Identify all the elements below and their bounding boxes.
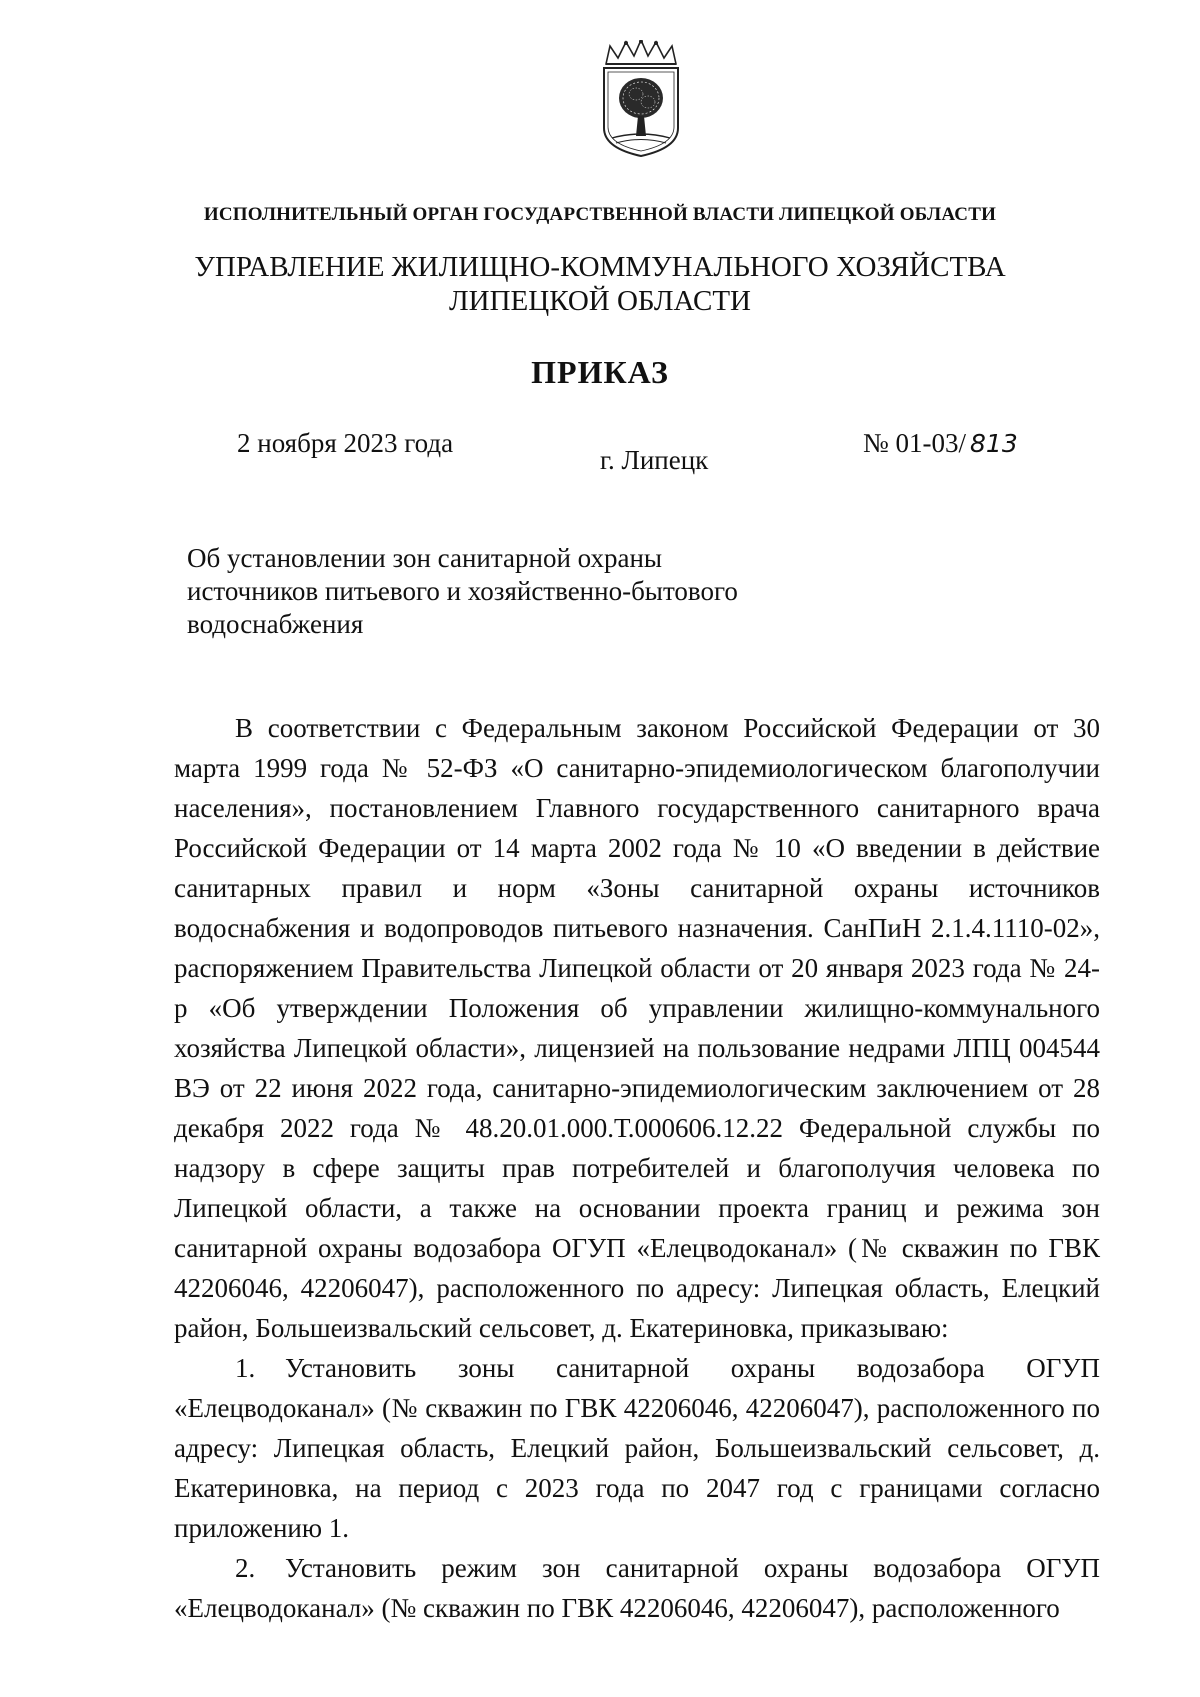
issuing-authority: ИСПОЛНИТЕЛЬНЫЙ ОРГАН ГОСУДАРСТВЕННОЙ ВЛАСТИ ЛИПЕЦКОЙ ОБЛАСТИ xyxy=(203,204,997,225)
document-type-title: ПРИКАЗ xyxy=(531,354,669,390)
order-item-number: 2. xyxy=(235,1553,256,1583)
order-item-text: Установить режим зон санитарной охраны водозабора ОГУП «Елецводоканал» (№ скважин по ГВК 42206046, 42206047), расположенного xyxy=(174,1553,1100,1623)
subject-line-1: Об установлении зон санитарной охраны xyxy=(187,543,663,573)
department-name-line-2: ЛИПЕЦКОЙ ОБЛАСТИ xyxy=(448,285,751,317)
department-name-line-1: УПРАВЛЕНИЕ ЖИЛИЩНО-КОММУНАЛЬНОГО ХОЗЯЙСТВА xyxy=(194,251,1006,283)
document-date: 2 ноября 2023 года xyxy=(237,428,454,458)
preamble-paragraph: В соответствии с Федеральным законом Российской Федерации от 30 марта 1999 года № 52-ФЗ «О санитарно-эпидемиологическом благополучии населения», постановлением Главного государственного санитарного врача Российской Федерации от 14 марта 2002 года № 10 «О введении в действие санитарных правил и норм «Зоны санитарной охраны источников водоснабжения и водопроводов питьевого назначения. СанПиН 2.1.4.1110-02», распоряжением Правительства Липецкой области от 20 января 2023 года № 24-р «Об утверждении Положения об управлении жилищно-коммунального хозяйства Липецкой области», лицензией на пользование недрами ЛПЦ 004544 ВЭ от 22 июня 2022 года, санитарно-эпидемиологическим заключением от 28 декабря 2022 года № 48.20.01.000.Т.000606.12.22 Федеральной службы по надзору в сфере защиты прав потребителей и благополучия человека по Липецкой области, а также на основании проекта границ и режима зон санитарной охраны водозабора ОГУП «Елецводоканал» (№ скважин по ГВК 42206046, 42206047), расположенного по адресу: Липецкая область, Елецкий район, Большеизвальский сельсовет, д. Екатериновка, приказываю: xyxy=(174,713,1100,1343)
coat-of-arms-icon xyxy=(596,40,686,160)
document-number xyxy=(863,428,1018,459)
document-body xyxy=(174,708,1100,1628)
subject-line-2: источников питьевого и хозяйственно-бытового xyxy=(187,576,738,606)
order-item-number: 1. xyxy=(235,1353,256,1383)
department-name xyxy=(0,250,1200,318)
document-number-handwritten: 813 xyxy=(970,429,1018,458)
order-item-1 xyxy=(174,1348,1100,1548)
document-city: г. Липецк xyxy=(600,445,709,475)
document-number-prefix: № 01-03/ xyxy=(863,428,967,458)
document-subject xyxy=(187,542,827,641)
subject-line-3: водоснабжения xyxy=(187,609,364,639)
order-item-text: Установить зоны санитарной охраны водозабора ОГУП «Елецводоканал» (№ скважин по ГВК 42206046, 42206047), расположенного по адресу: Липецкая область, Елецкий район, Большеизвальский сельсовет, д. Екатериновка, на период с 2023 года по 2047 год с границами согласно приложению 1. xyxy=(174,1353,1100,1543)
order-item-2 xyxy=(174,1548,1100,1628)
